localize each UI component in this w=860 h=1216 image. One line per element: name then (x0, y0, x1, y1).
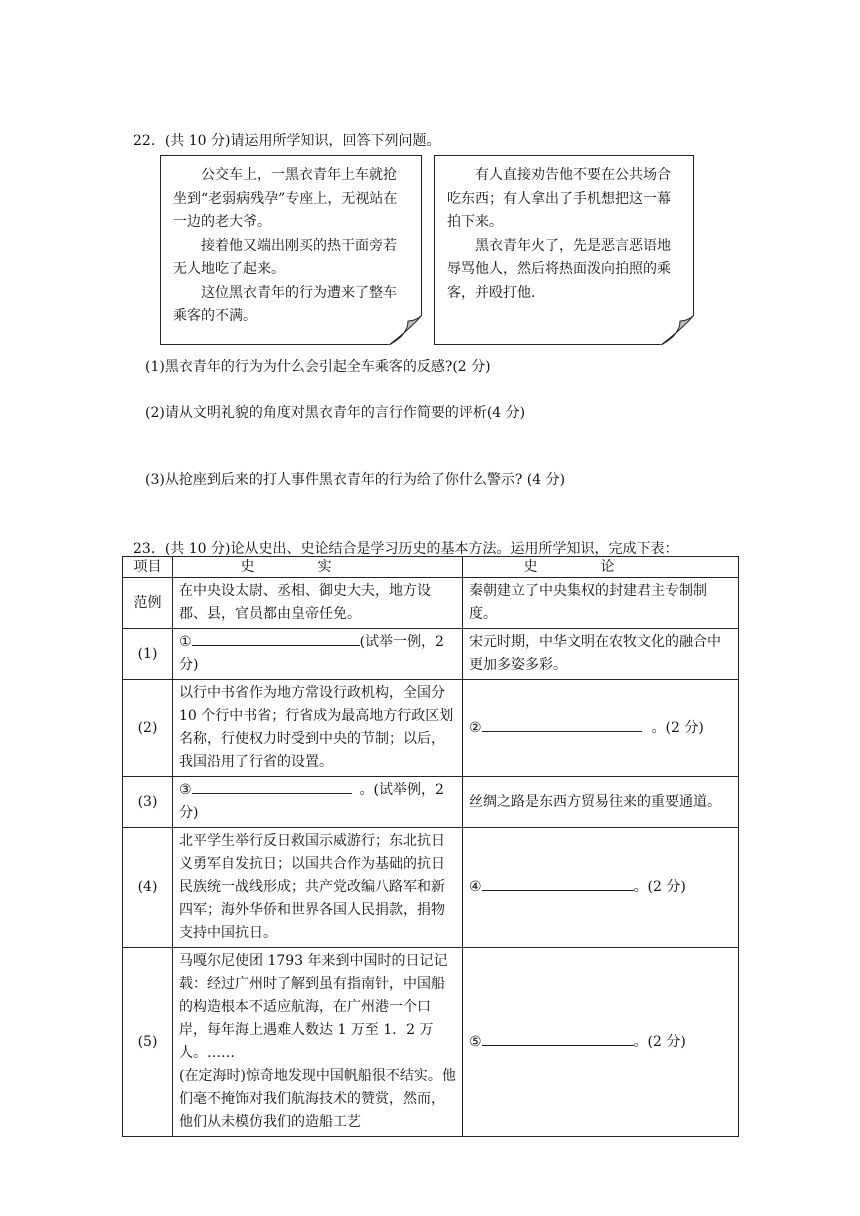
answer-mark: ④ (469, 879, 482, 895)
answer-blank[interactable] (482, 1031, 634, 1046)
table-row (123, 629, 739, 680)
row-fact (173, 948, 463, 1137)
scenario-card-right (434, 155, 694, 345)
q22-sub1: (1)黑衣青年的行为为什么会引起全车乘客的反感?(2 分) (145, 359, 491, 375)
table-row (123, 777, 739, 828)
card-left-p3: 这位黑衣青年的行为遭来了整车乘客的不满。 (173, 284, 397, 324)
row-theory (463, 828, 739, 948)
page-curl-icon (388, 315, 422, 345)
page-curl-icon (660, 315, 694, 345)
row-theory: 宋元时期，中华文明在农牧文化的融合中更加多姿多彩。 (463, 629, 739, 680)
row-fact (173, 629, 463, 680)
header-item: 项目 (123, 557, 173, 578)
row-theory (463, 948, 739, 1137)
row-theory-suffix: 。(2 分) (651, 719, 704, 736)
answer-blank[interactable] (482, 717, 642, 732)
q22-sub3: (3)从抢座到后来的打人事件黑衣青年的行为给了你什么警示? (4 分) (145, 472, 566, 488)
answer-mark: ② (469, 719, 482, 736)
answer-blank[interactable] (482, 876, 634, 891)
row-fact: 以行中书省作为地方常设行政机构，全国分 10 个行中书省；行省成为最高地方行政区划名称，行使权力时受到中央的节制；以后，我国沿用了行省的设置。 (173, 680, 463, 777)
table-header-row (123, 557, 739, 578)
row-fact-p2: (在定海时)惊奇地发现中国帆船很不结实。他们毫不掩饰对我们航海技术的赞赏，然而，他们从未模仿我们的造船工艺 (179, 1068, 456, 1130)
q23-title: 23．(共 10 分)论从史出、史论结合是学习历史的基本方法。运用所学知识，完成下表： (133, 541, 679, 557)
header-fact: 史实 (173, 557, 463, 578)
row-fact: 北平学生举行反日救国示威游行；东北抗日义勇军自发抗日；以国共合作为基础的抗日民族统一战线形成；共产党改编八路军和新四军；海外华侨和世界各国人民捐款，捐物支持中国抗日。 (173, 828, 463, 948)
row-theory: 丝绸之路是东西方贸易往来的重要通道。 (463, 777, 739, 828)
row-item: (2) (123, 680, 173, 777)
q22-title: 22．(共 10 分)请运用所学知识，回答下列问题。 (133, 133, 441, 149)
table-row (123, 948, 739, 1137)
row-item: 范例 (123, 578, 173, 629)
row-item: (1) (123, 629, 173, 680)
card-right-p2: 黑衣青年火了，先是恶言恶语地辱骂他人，然后将热面泼向拍照的乘客，并殴打他. (447, 237, 671, 301)
row-fact (173, 777, 463, 828)
q22-sub2: (2)请从文明礼貌的角度对黑衣青年的言行作简要的评析(4 分) (145, 405, 526, 421)
scenario-card-left (160, 155, 422, 345)
card-left-p1: 公交车上，一黑衣青年上车就抢坐到“老弱病残孕”专座上，无视站在一边的老大爷。 (173, 167, 398, 230)
answer-mark: ① (179, 634, 192, 650)
row-theory-suffix: 。(2 分) (633, 1033, 686, 1050)
answer-blank[interactable] (192, 631, 360, 646)
answer-mark: ③ (179, 782, 192, 798)
answer-mark: ⑤ (469, 1033, 482, 1050)
row-theory-suffix: 。(2 分) (633, 879, 686, 895)
table-row (123, 828, 739, 948)
card-right-p1: 有人直接劝告他不要在公共场合吃东西；有人拿出了手机想把这一幕拍下来。 (447, 167, 671, 230)
row-item: (4) (123, 828, 173, 948)
header-theory: 史论 (463, 557, 739, 578)
history-table (122, 556, 739, 1137)
row-theory (463, 680, 739, 777)
card-left-p2: 接着他又端出刚买的热干面旁若无人地吃了起来。 (173, 237, 397, 277)
answer-blank[interactable] (192, 779, 352, 794)
table-row (123, 578, 739, 629)
row-fact-suffix: (试举一例，2分) (179, 634, 444, 673)
row-item: (5) (123, 948, 173, 1137)
row-fact-p1: 马嘎尔尼使团 1793 年来到中国时的日记记载：经过广州时了解到虽有指南针，中国船的构造根本不适应航海，在广州港一个口岸，每年海上遇难人数达 1 万至 1．2 万人。…… (179, 953, 448, 1061)
table-row (123, 680, 739, 777)
row-item: (3) (123, 777, 173, 828)
row-fact-suffix: 。(试举例，2分) (179, 782, 444, 821)
row-theory: 秦朝建立了中央集权的封建君主专制制度。 (463, 578, 739, 629)
row-fact: 在中央设太尉、丞相、御史大夫，地方设郡、县，官员都由皇帝任免。 (173, 578, 463, 629)
